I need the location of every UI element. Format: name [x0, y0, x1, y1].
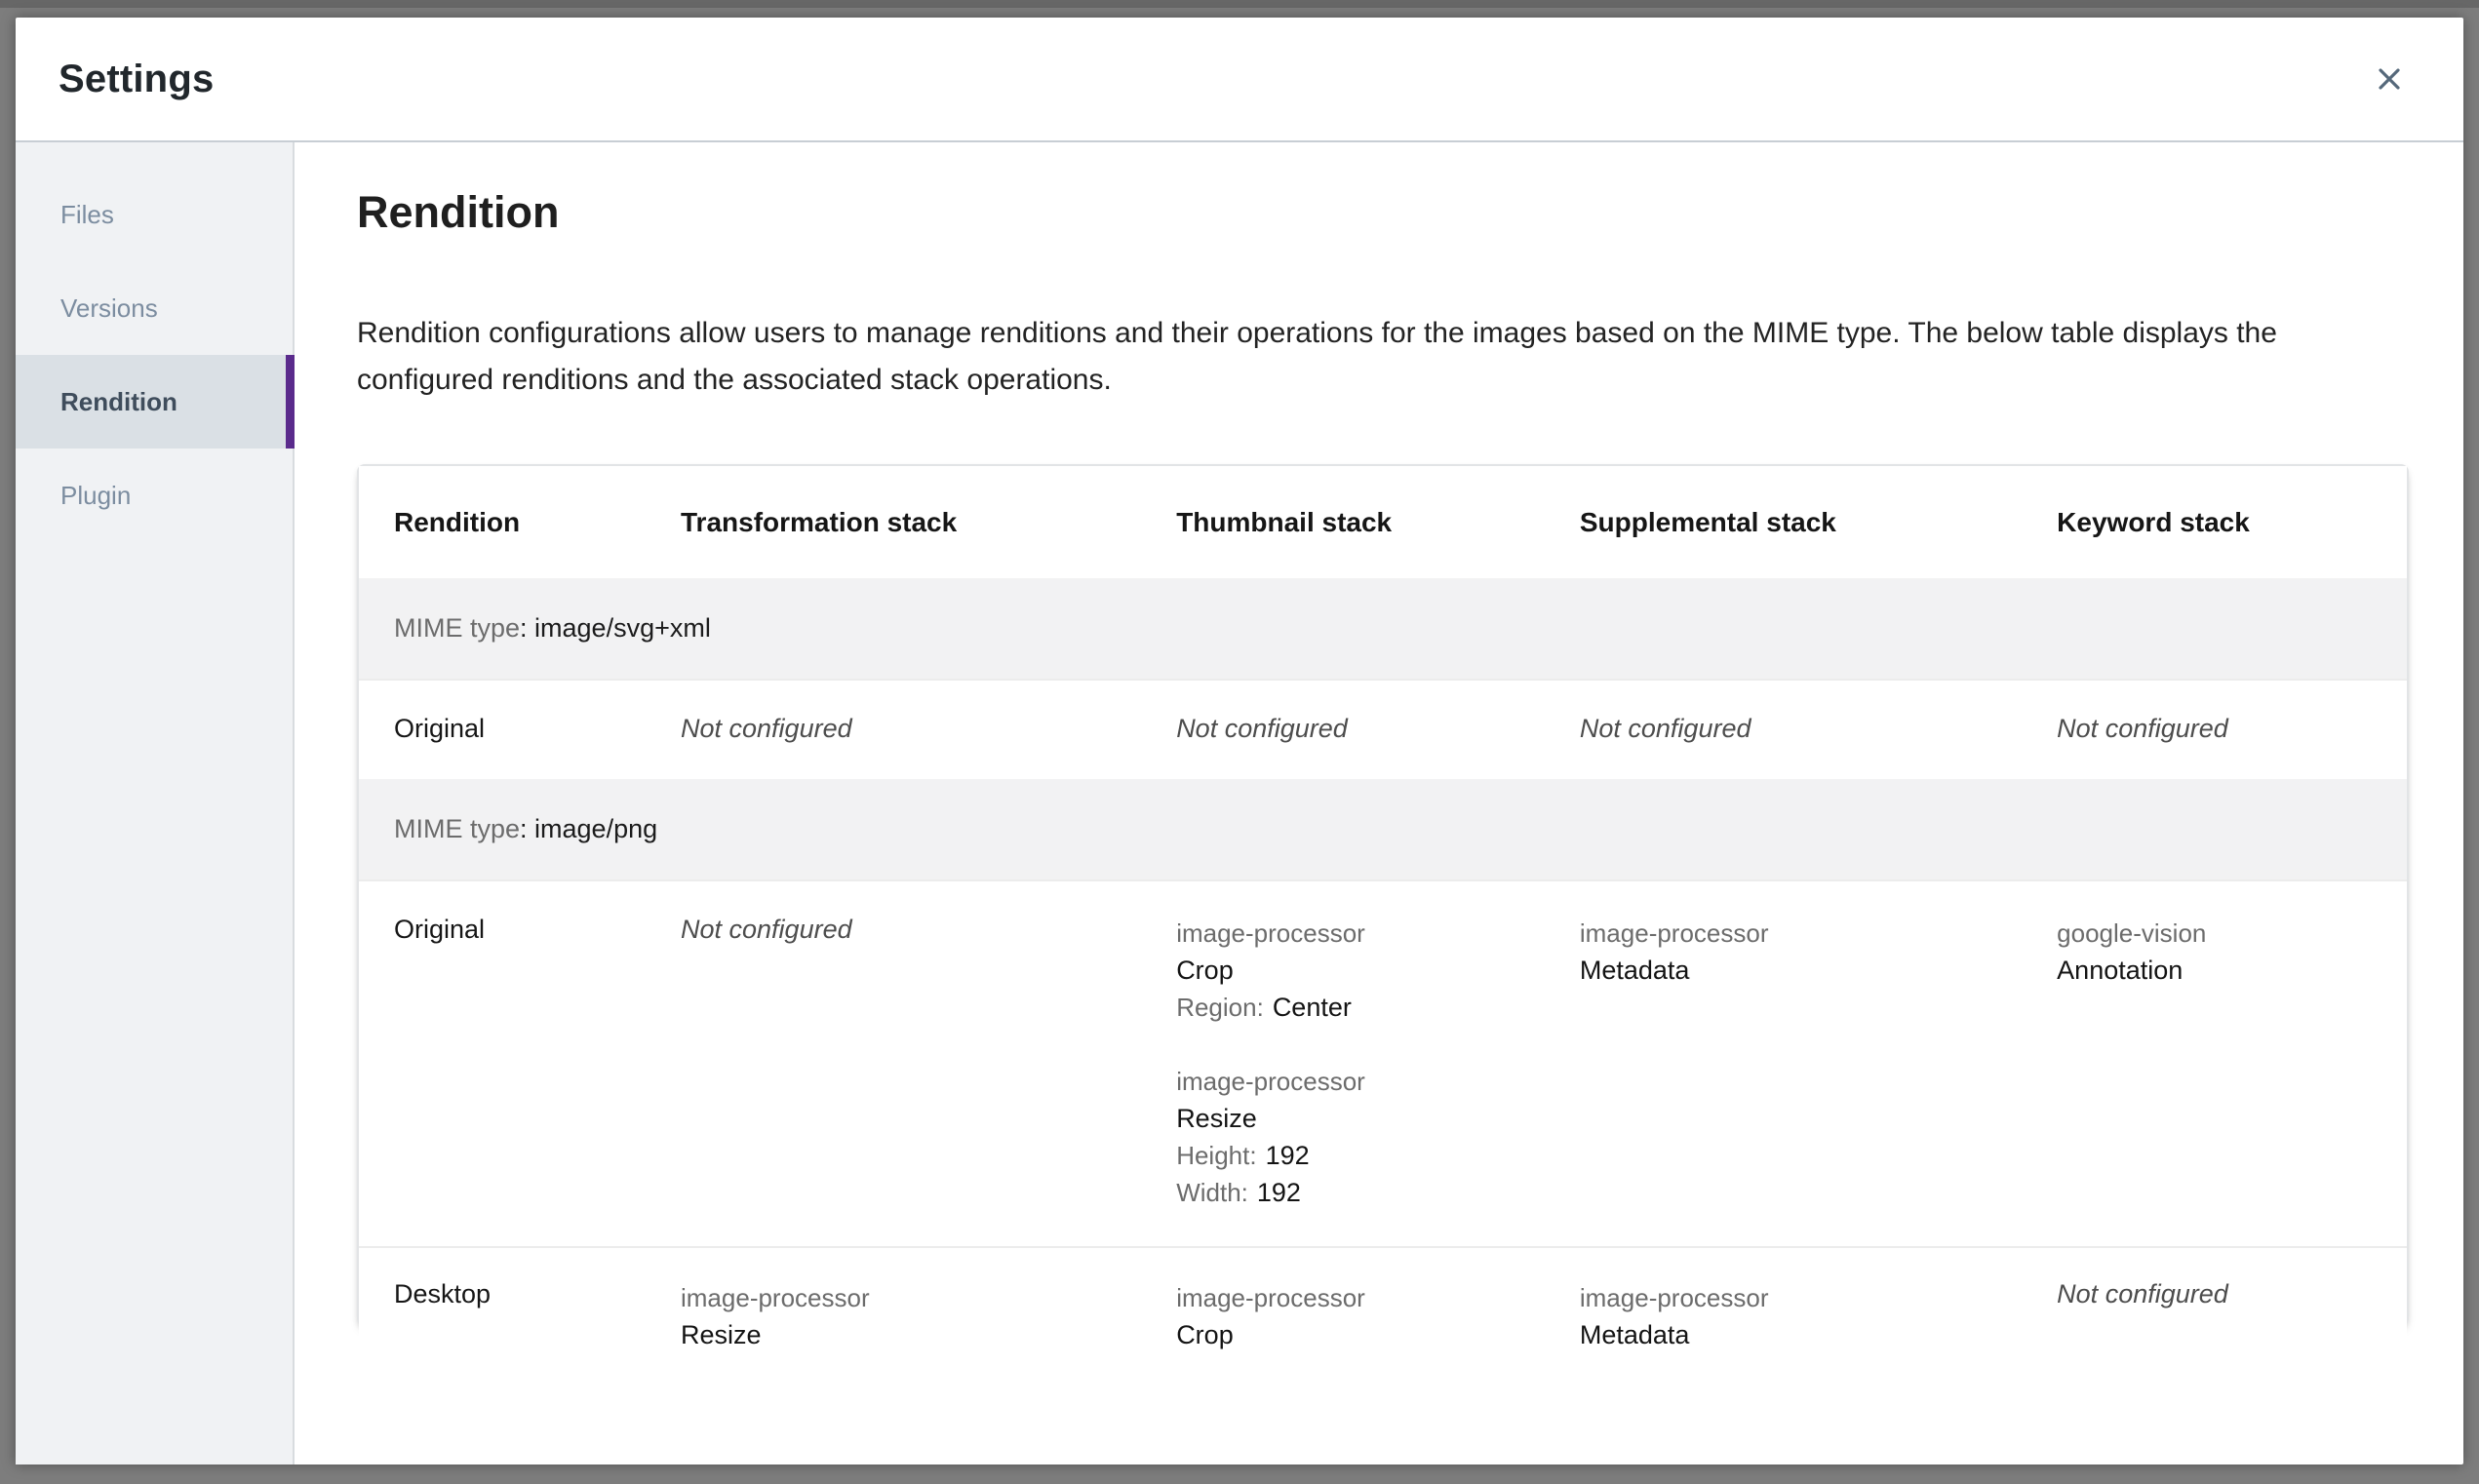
- mime-group-row-svg: [359, 578, 2407, 680]
- column-header-thumbnail-stack: Thumbnail stack: [1141, 466, 1545, 578]
- mime-type-label: MIME type: [394, 613, 521, 643]
- mime-type-value: : image/svg+xml: [520, 613, 711, 643]
- param-value: 192: [1256, 1178, 1301, 1207]
- operation-param: [1176, 1137, 1517, 1174]
- not-configured-text: Not configured: [2057, 714, 2228, 743]
- rendition-table: [359, 466, 2407, 1388]
- stack-operation: [1580, 1279, 1994, 1353]
- column-header-keyword-stack: Keyword stack: [2022, 466, 2407, 578]
- not-configured-text: Not configured: [681, 915, 852, 944]
- sidebar-item-versions[interactable]: Versions: [60, 293, 158, 323]
- close-icon: [2372, 61, 2407, 97]
- rendition-name: Desktop: [394, 1279, 492, 1308]
- mime-type-label: MIME type: [394, 814, 521, 843]
- param-value: 192: [1265, 1141, 1310, 1170]
- stack-operation: [1176, 1063, 1517, 1211]
- plugin-name: image-processor: [1579, 1283, 1769, 1312]
- table-row-original-png: [359, 880, 2407, 1247]
- column-header-transformation-stack: Transformation stack: [646, 466, 1141, 578]
- not-configured-text: Not configured: [681, 714, 852, 743]
- not-configured-text: Not configured: [1579, 714, 1751, 743]
- column-header-rendition: Rendition: [359, 466, 646, 578]
- stack-operation: [2057, 915, 2380, 989]
- mime-group-row-png: [359, 779, 2407, 880]
- stack-operation: [681, 1279, 1114, 1353]
- stack-operation: [1176, 1279, 1517, 1353]
- operation-name: Annotation: [2057, 956, 2184, 985]
- plugin-name: google-vision: [2057, 918, 2207, 948]
- param-label: Height:: [1176, 1141, 1257, 1170]
- stack-operation: [1580, 915, 1994, 989]
- table-row-original-svg: [359, 680, 2407, 779]
- rendition-table-scroll-container[interactable]: [357, 464, 2409, 1349]
- plugin-name: image-processor: [1176, 1067, 1365, 1096]
- table-header-row: [359, 466, 2407, 578]
- operation-name: Resize: [681, 1320, 762, 1349]
- stack-operation: [1176, 915, 1517, 1026]
- param-label: Width:: [1176, 1178, 1248, 1207]
- rendition-name: Original: [394, 915, 486, 944]
- not-configured-text: Not configured: [1176, 714, 1348, 743]
- sidebar-item-plugin[interactable]: Plugin: [60, 481, 132, 510]
- operation-name: Crop: [1176, 956, 1234, 985]
- operation-param: [1176, 1174, 1517, 1211]
- settings-dialog: [16, 18, 2463, 1464]
- operation-name: Resize: [1176, 1104, 1257, 1133]
- plugin-name: image-processor: [681, 1283, 870, 1312]
- dialog-body: [16, 142, 2463, 1464]
- plugin-name: image-processor: [1176, 1283, 1365, 1312]
- param-label: Region:: [1176, 993, 1264, 1022]
- sidebar-item-rendition[interactable]: Rendition: [16, 355, 293, 449]
- dialog-title: Settings: [59, 57, 215, 100]
- table-row-desktop-png: [359, 1247, 2407, 1388]
- rendition-panel: [295, 142, 2463, 1464]
- dialog-header: [16, 18, 2463, 142]
- param-value: Center: [1272, 993, 1352, 1022]
- operation-name: Metadata: [1579, 956, 1690, 985]
- not-configured-text: Not configured: [2057, 1279, 2228, 1308]
- operation-name: Crop: [1176, 1320, 1234, 1349]
- plugin-name: image-processor: [1176, 918, 1365, 948]
- sidebar-item-files[interactable]: Files: [60, 200, 114, 229]
- mime-type-value: : image/png: [520, 814, 658, 843]
- rendition-description: Rendition configurations allow users to manage renditions and their operations for the images based on the MIME type. The below table displays the configured renditions and the associated stack operations.: [357, 317, 2277, 396]
- column-header-supplemental-stack: Supplemental stack: [1545, 466, 2022, 578]
- operation-param: [1176, 989, 1517, 1026]
- operation-name: Metadata: [1579, 1320, 1690, 1349]
- settings-sidebar: [16, 142, 295, 1464]
- plugin-name: image-processor: [1579, 918, 1769, 948]
- rendition-name: Original: [394, 714, 486, 743]
- close-button[interactable]: [2364, 54, 2415, 104]
- page-title: Rendition: [357, 187, 560, 237]
